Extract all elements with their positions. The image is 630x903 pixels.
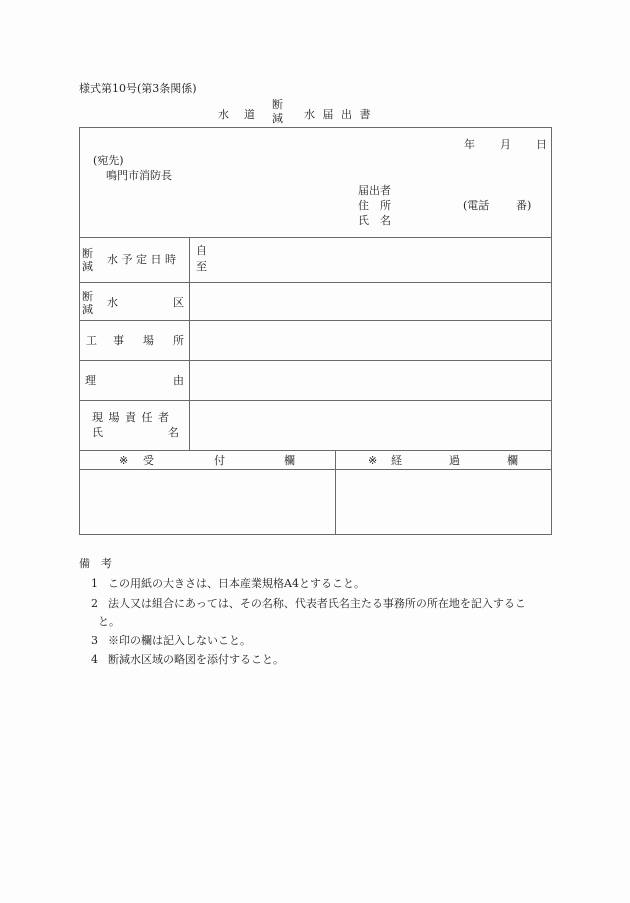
note-number: 3 (91, 634, 98, 647)
reason-field[interactable] (190, 361, 551, 400)
row-label-line1: 現 場 責 任 者 (92, 411, 169, 424)
table-border-right (551, 127, 552, 535)
row-label-left: 水 (107, 296, 118, 309)
row-label-line2-right: 名 (168, 426, 179, 439)
address-label: 住 所 (358, 199, 391, 212)
reception-right-header-char: 欄 (507, 454, 518, 467)
reception-right-header-char: 経 (391, 454, 402, 467)
row-label-char: 所 (173, 334, 184, 347)
addressee-label: (宛先) (93, 154, 124, 167)
construction-site-field[interactable] (190, 321, 551, 360)
reception-left-header-char: 欄 (284, 454, 295, 467)
row-label-right: 区 (173, 296, 184, 309)
notes-heading: 備 考 (79, 557, 112, 570)
note-number: 1 (91, 577, 98, 590)
supervisor-field[interactable] (190, 401, 551, 450)
area-field[interactable] (190, 283, 551, 320)
reception-left-header-char: 付 (214, 454, 225, 467)
date-month: 月 (500, 138, 511, 151)
row-label: 水 予 定 日 時 (107, 253, 176, 266)
title-stack-bottom: 減 (272, 112, 283, 125)
row-label-char: 場 (143, 334, 154, 347)
row-label-right: 由 (173, 374, 184, 387)
name-label: 氏 名 (358, 214, 391, 227)
row-divider (79, 450, 552, 451)
reception-right-header-char: 過 (449, 454, 460, 467)
reception-box (80, 470, 335, 534)
note-text-continuation: と。 (98, 615, 120, 628)
progress-box (336, 470, 551, 534)
note-text: この用紙の大きさは、日本産業規格A4とすること。 (108, 577, 365, 590)
note-number: 2 (91, 597, 98, 610)
from-label[interactable]: 自 (196, 244, 207, 257)
phone-close: 番) (516, 199, 532, 212)
date-day: 日 (536, 138, 547, 151)
row-label-stack-top: 断 (82, 247, 93, 260)
reception-left-header-char: ※ (119, 454, 129, 467)
note-text: 法人又は組合にあっては、その名称、代表者氏名主たる事務所の所在地を記入するこ (108, 597, 526, 610)
row-label-char: 事 (113, 334, 124, 347)
title-stack-top: 断 (272, 98, 283, 111)
phone-open: (電話 (463, 199, 490, 212)
to-label[interactable]: 至 (196, 260, 207, 273)
date-year: 年 (464, 138, 475, 151)
row-label-stack-bottom: 減 (82, 303, 93, 316)
note-text: ※印の欄は記入しないこと。 (108, 634, 251, 647)
row-divider (79, 237, 552, 238)
title-part1: 水 道 (218, 108, 257, 121)
row-label-stack-bottom: 減 (82, 260, 93, 273)
table-border-bottom (79, 534, 552, 535)
addressee: 鳴門市消防長 (106, 169, 172, 182)
row-label-left: 理 (85, 374, 96, 387)
reception-right-header-char: ※ (368, 454, 378, 467)
row-label-line2-left: 氏 (92, 426, 103, 439)
applicant-label: 届出者 (358, 184, 391, 197)
row-label-char: 工 (86, 334, 97, 347)
row-label-stack-top: 断 (82, 290, 93, 303)
reception-left-header-char: 受 (143, 454, 154, 467)
form-number: 様式第10号(第3条関係) (79, 82, 197, 95)
note-text: 断減水区域の略図を添付すること。 (108, 653, 284, 666)
table-border-top (79, 127, 552, 128)
title-part2: 水 届 出 書 (304, 108, 371, 121)
note-number: 4 (91, 653, 98, 666)
